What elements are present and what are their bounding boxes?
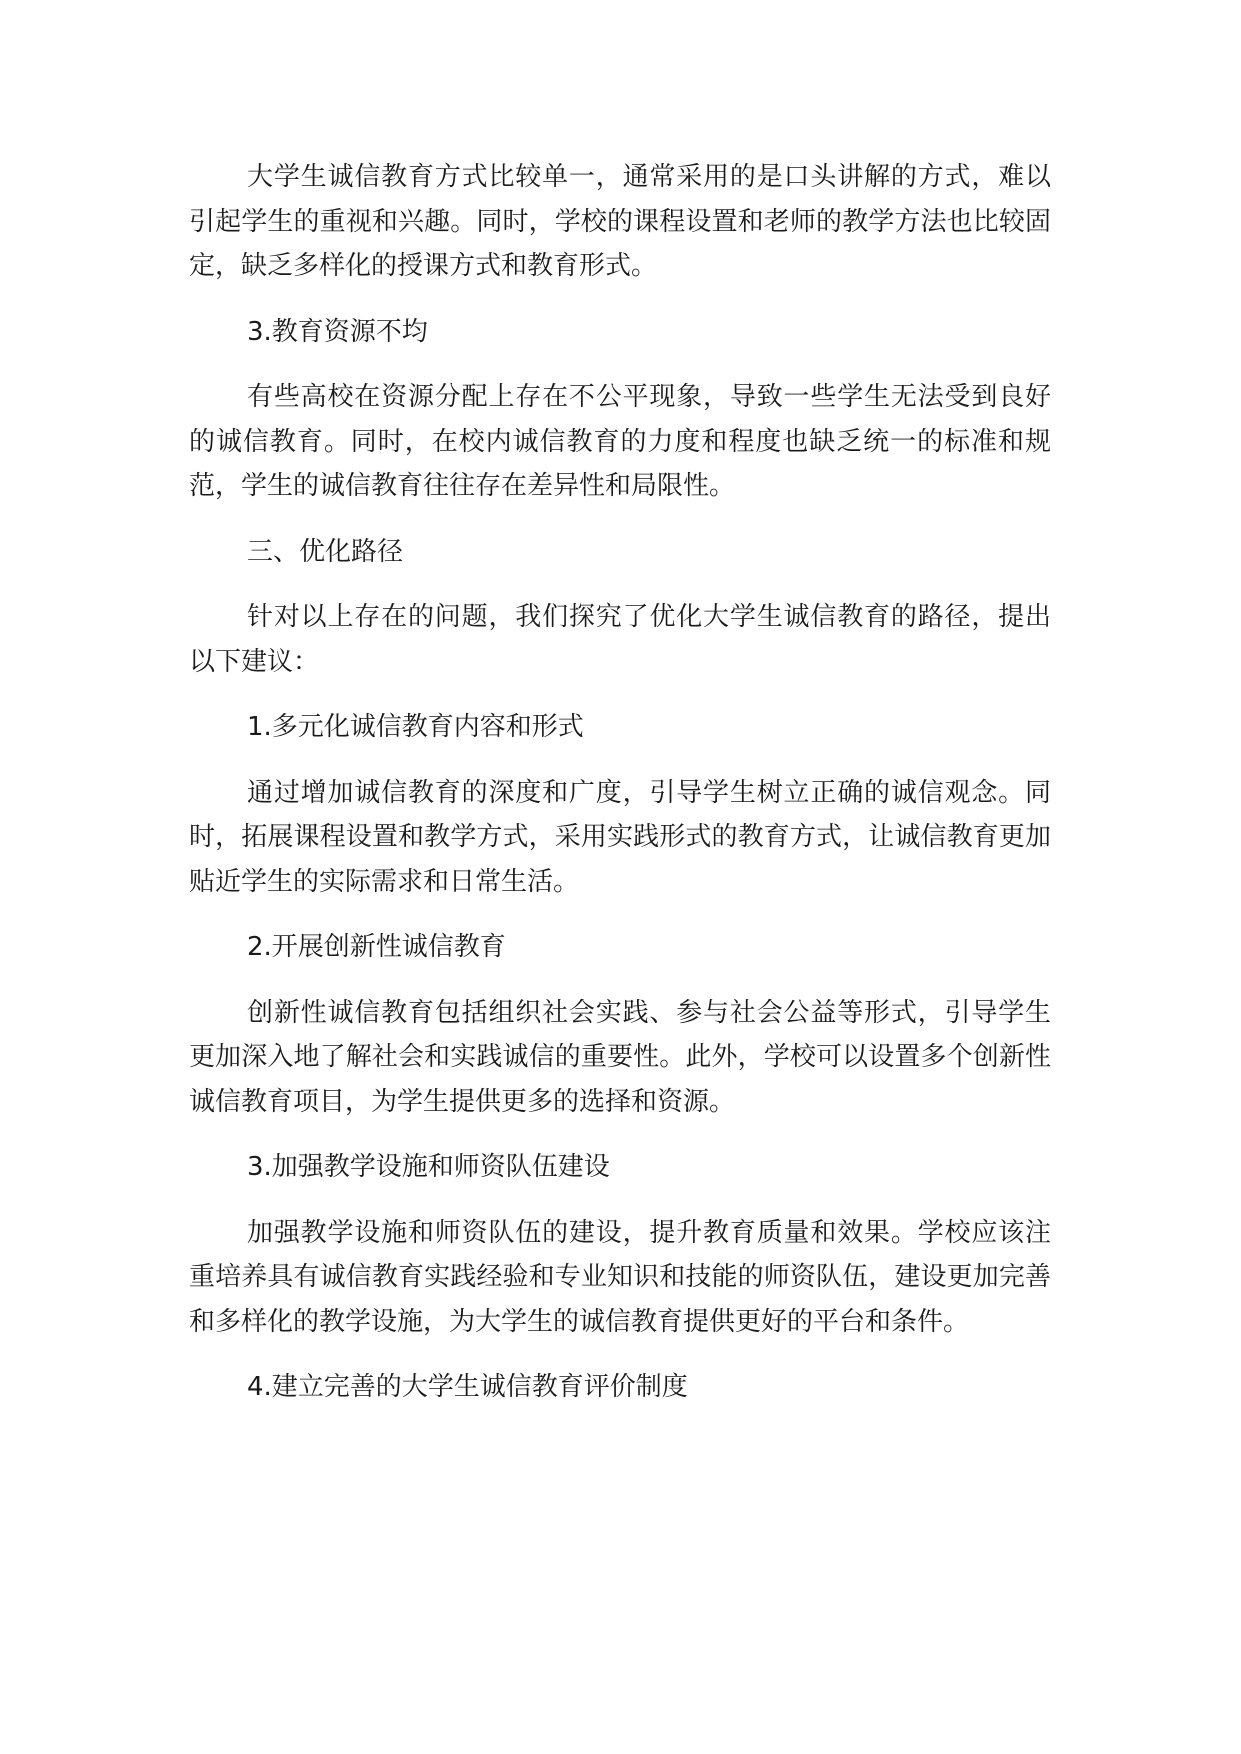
paragraph-teaching-method: 大学生诚信教育方式比较单一，通常采用的是口头讲解的方式，难以引起学生的重视和兴趣。同时，学校的课程设置和老师的教学方法也比较固定，缺乏多样化的授课方式和教育形式。 [189,162,1051,281]
heading-innovative-education: 2.开展创新性诚信教育 [247,932,506,962]
heading-facilities-and-faculty: 3.加强教学设施和师资队伍建设 [247,1152,610,1182]
paragraph-innovative-education: 创新性诚信教育包括组织社会实践、参与社会公益等形式，引导学生更加深入地了解社会和实践诚信的重要性。此外，学校可以设置多个创新性诚信教育项目，为学生提供更多的选择和资源。 [189,997,1051,1117]
paragraph-suggestions-intro: 针对以上存在的问题，我们探究了优化大学生诚信教育的路径，提出以下建议： [189,602,1051,677]
paragraph-diversified-content: 通过增加诚信教育的深度和广度，引导学生树立正确的诚信观念。同时，拓展课程设置和教学方式，采用实践形式的教育方式，让诚信教育更加贴近学生的实际需求和日常生活。 [189,777,1051,897]
paragraph-uneven-resources: 有些高校在资源分配上存在不公平现象，导致一些学生无法受到良好的诚信教育。同时，在校内诚信教育的力度和程度也缺乏统一的标准和规范，学生的诚信教育往往存在差异性和局限性。 [189,382,1051,501]
document-body [189,155,1051,1431]
paragraph-facilities-and-faculty: 加强教学设施和师资队伍的建设，提升教育质量和效果。学校应该注重培养具有诚信教育实践经验和专业知识和技能的师资队伍，建设更加完善和多样化的教学设施，为大学生的诚信教育提供更好的平台和条件。 [189,1217,1051,1337]
heading-uneven-resources: 3.教育资源不均 [247,316,428,347]
heading-diversified-content: 1.多元化诚信教育内容和形式 [247,712,584,742]
heading-evaluation-system: 4.建立完善的大学生诚信教育评价制度 [247,1372,688,1402]
section-heading-optimization-path: 三、优化路径 [247,536,404,567]
